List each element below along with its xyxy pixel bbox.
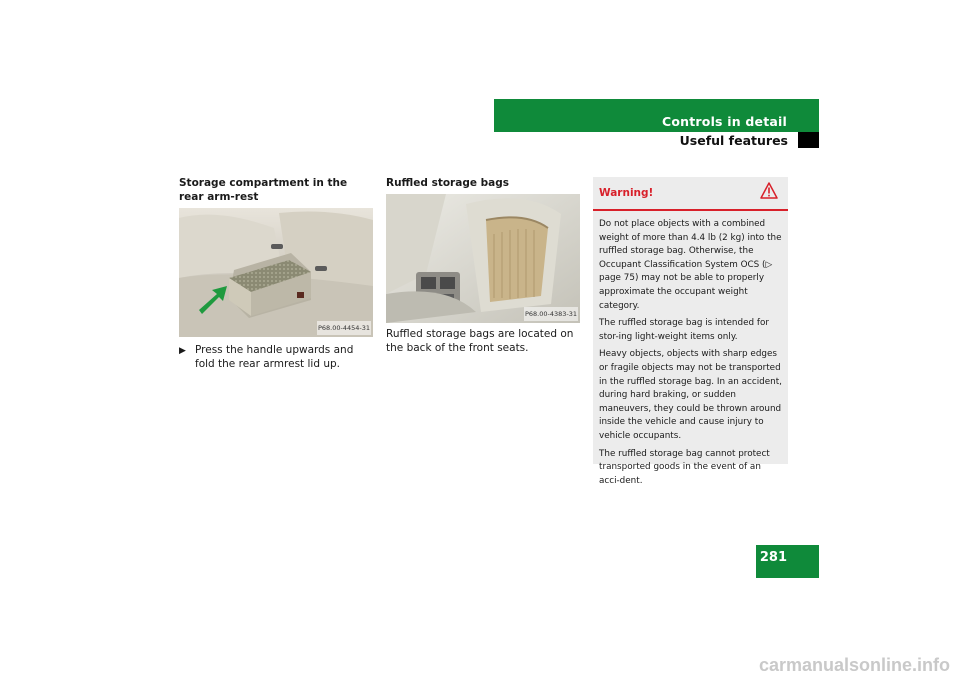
warning-title: Warning!	[599, 187, 654, 199]
bullet-arrow-icon: ▶	[179, 346, 186, 356]
armrest-instruction	[179, 343, 375, 371]
warning-paragraph: Heavy objects, objects with sharp edges or fragile objects may not be transported in the ruffled storage bag. In an accident, during hard braking, or sudden maneuvers, they could be thrown around inside the vehicle and cause injury to vehicle occupants.	[599, 349, 782, 441]
storage-bag-illustration	[386, 194, 580, 323]
storage-bag-photo-code: P68.00-4383-31	[524, 307, 578, 321]
warning-box	[593, 177, 788, 486]
warning-paragraph: The ruffled storage bag cannot protect transported goods in the event of an acci-dent.	[599, 448, 770, 486]
chapter-title: Controls in detail	[661, 114, 787, 129]
armrest-photo-code: P68.00-4454-31	[317, 321, 371, 335]
warning-paragraph: Do not place objects with a combined weight of more than 4.4 lb (2 kg) into the ruffled storage bag. Otherwise, the Occupant Classification System OCS (▷ page 75) may not be able to properly approximate the occupant weight category.	[599, 219, 782, 311]
warning-triangle-icon	[760, 182, 778, 203]
storage-bag-section	[386, 176, 582, 355]
armrest-heading: Storage compartment in the rear arm-rest	[179, 177, 348, 203]
page-number-box	[756, 545, 819, 578]
armrest-section	[179, 176, 375, 371]
warning-body	[593, 211, 788, 488]
armrest-instruction-text: Press the handle upwards and fold the rear armrest lid up.	[195, 344, 354, 370]
section-title: Useful features	[679, 133, 788, 148]
armrest-photo	[179, 208, 373, 337]
warning-header	[593, 177, 788, 211]
section-marker	[798, 132, 819, 148]
page-number: 281	[759, 550, 787, 565]
armrest-illustration	[179, 208, 373, 337]
footer-watermark: carmanualsonline.info	[758, 655, 950, 675]
chapter-header-band	[494, 99, 819, 132]
storage-bag-photo	[386, 194, 580, 323]
warning-paragraph: The ruffled storage bag is intended for stor-ing light-weight items only.	[599, 318, 769, 342]
storage-bag-text: Ruffled storage bags are located on the back of the front seats.	[386, 328, 574, 354]
storage-bag-heading: Ruffled storage bags	[386, 177, 509, 189]
